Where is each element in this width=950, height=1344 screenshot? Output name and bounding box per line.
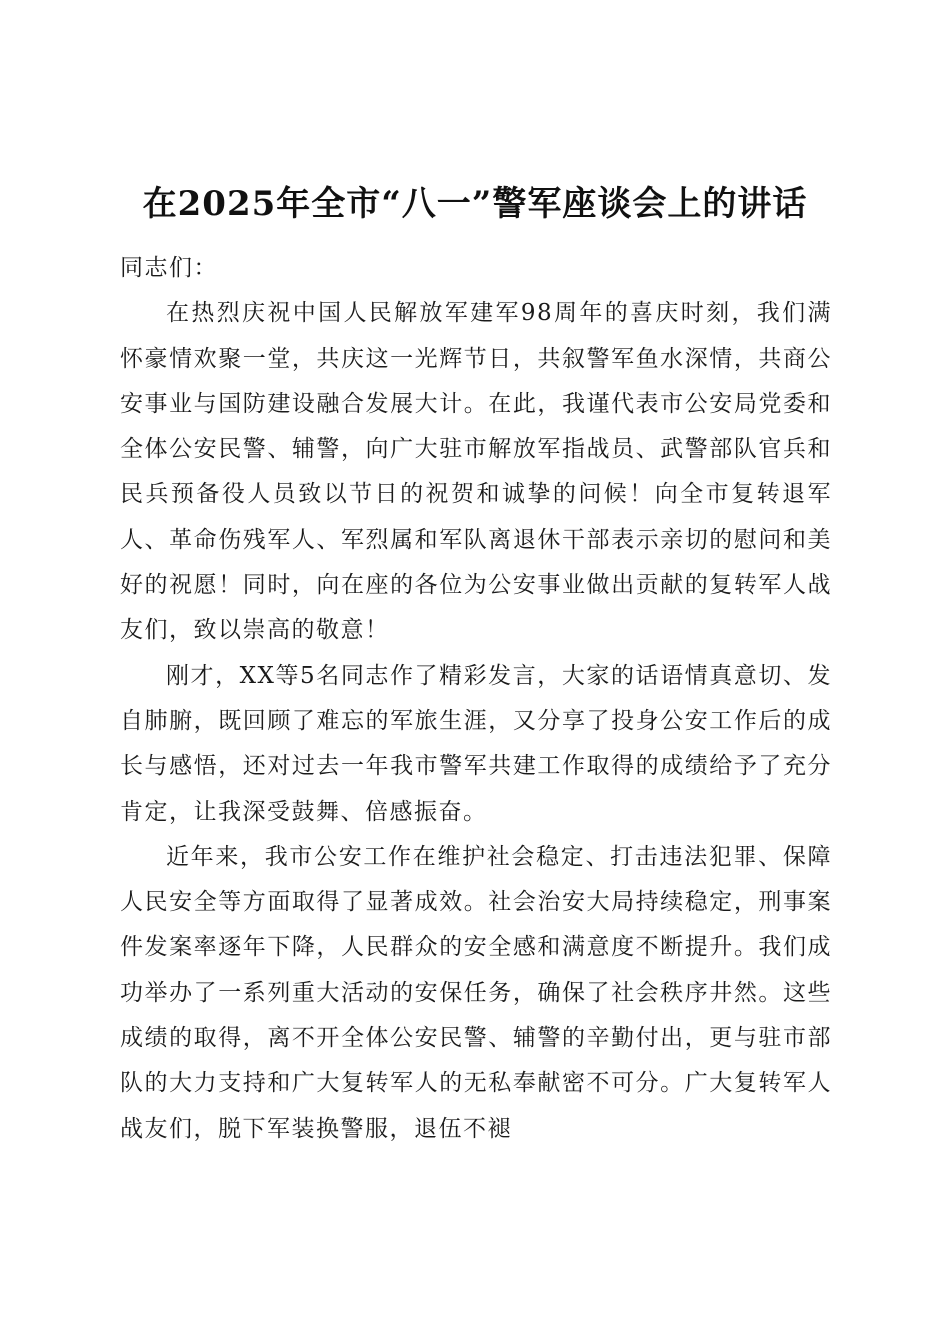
salutation: 同志们：: [120, 255, 218, 281]
paragraph-opening: 在热烈庆祝中国人民解放军建军98周年的喜庆时刻，我们满怀豪情欢聚一堂，共庆这一光辉节日，共叙警军鱼水深情，共商公安事业与国防建设融合发展大计。在此，我谨代表市公安局党委和全体公安民警、辅警，向广大驻市解放军指战员、武警部队官兵和民兵预备役人员致以节日的祝贺和诚挚的问候！向全市复转退军人、革命伤残军人、军烈属和军队离退休干部表示亲切的慰问和美好的祝愿！同时，向在座的各位为公安事业做出贡献的复转军人战友们，致以崇高的敬意！: [120, 300, 832, 644]
document-title: 在2025年全市“八一”警军座谈会上的讲话: [142, 184, 808, 224]
paragraph-achievements: 近年来，我市公安工作在维护社会稳定、打击违法犯罪、保障人民安全等方面取得了显著成效。社会治安大局持续稳定，刑事案件发案率逐年下降，人民群众的安全感和满意度不断提升。我们成功举办了一系列重大活动的安保任务，确保了社会秩序井然。这些成绩的取得，离不开全体公安民警、辅警的辛勤付出，更与驻市部队的大力支持和广大复转军人的无私奉献密不可分。广大复转军人战友们，脱下军装换警服，退伍不褪: [120, 843, 832, 1142]
document-body: [120, 246, 832, 1152]
paragraph-speeches: 刚才，XX等5名同志作了精彩发言，大家的话语情真意切、发自肺腑，既回顾了难忘的军旅生涯，又分享了投身公安工作后的成长与感悟，还对过去一年我市警军共建工作取得的成绩给予了充分肯定，让我深受鼓舞、倍感振奋。: [120, 662, 832, 825]
